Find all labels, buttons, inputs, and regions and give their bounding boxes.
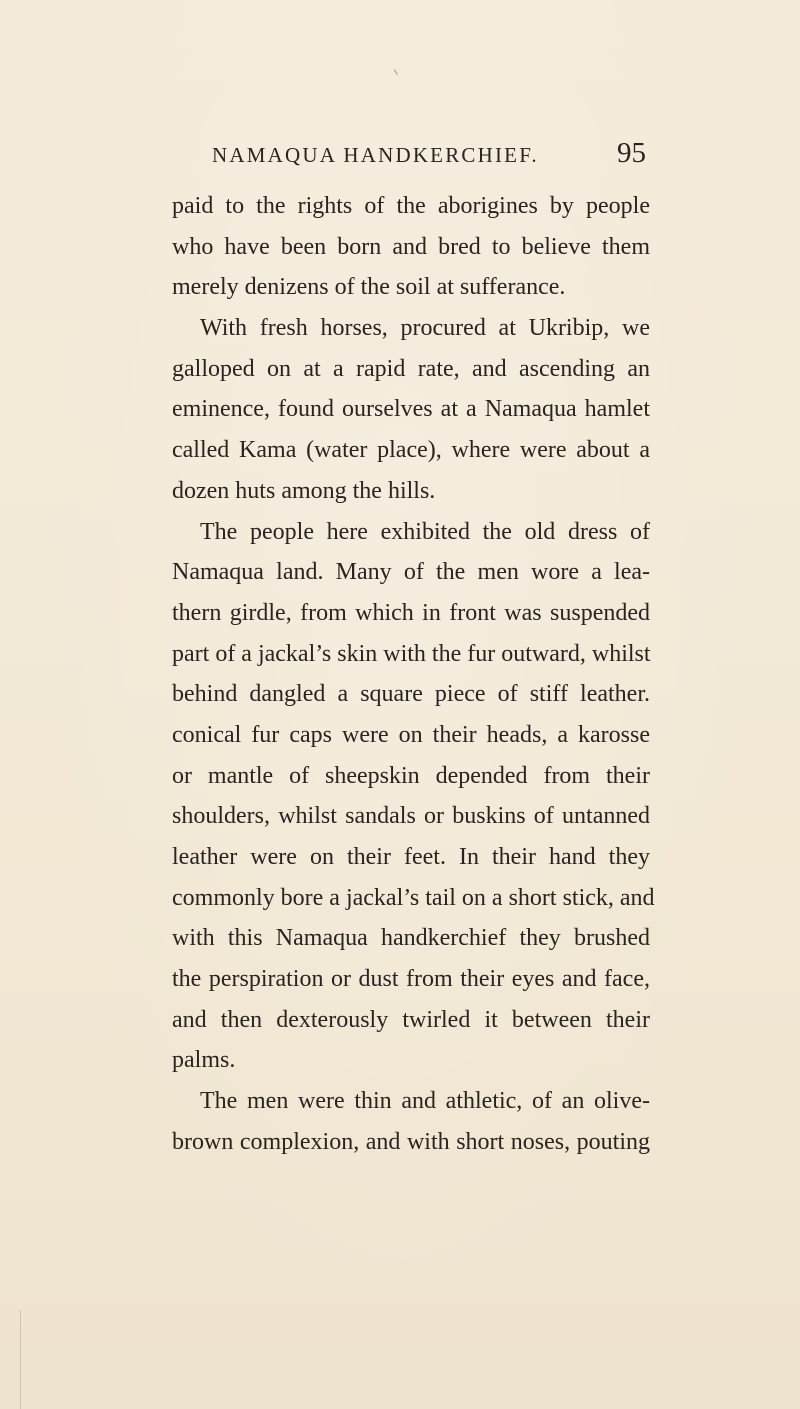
text-line: part of a jackal’s skin with the fur outward, whilst bbox=[172, 640, 651, 667]
text-line: with this Namaqua handkerchief they brushed bbox=[172, 925, 650, 952]
text-line: merely denizens of the soil at sufferance. bbox=[172, 274, 566, 301]
text-line: called Kama (water place), where were about a bbox=[172, 437, 650, 464]
text-line: leather were on their feet. In their hand they bbox=[172, 844, 650, 870]
text-line: conical fur caps were on their heads, a karosse bbox=[172, 721, 650, 748]
text-line: galloped on at a rapid rate, and ascending an bbox=[172, 355, 650, 382]
text-line: dozen huts among the hills. bbox=[172, 477, 436, 504]
text-line: eminence, found ourselves at a Namaqua hamlet bbox=[172, 396, 650, 423]
paragraph-start-line: The people here exhibited the old dress of bbox=[200, 518, 650, 545]
text-line: Namaqua land. Many of the men wore a lea- bbox=[172, 559, 650, 586]
text-line: thern girdle, from which in front was suspended bbox=[172, 599, 650, 626]
paragraph-start-line: The men were thin and athletic, of an olive- bbox=[200, 1088, 650, 1115]
text-line: brown complexion, and with short noses, pouting bbox=[172, 1128, 650, 1155]
text-line: behind dangled a square piece of stiff leather. bbox=[172, 681, 650, 708]
running-title: NAMAQUA HANDKERCHIEF. bbox=[212, 143, 539, 167]
paragraph-start-line: With fresh horses, procured at Ukribip, we bbox=[200, 315, 650, 342]
text-line: the perspiration or dust from their eyes and face, bbox=[172, 966, 650, 993]
page-number: 95 bbox=[617, 137, 646, 169]
text-line: palms. bbox=[172, 1047, 236, 1074]
text-line: paid to the rights of the aborigines by people bbox=[172, 193, 650, 219]
ink-mark bbox=[394, 67, 402, 75]
text-line: commonly bore a jackal’s tail on a short stick, and bbox=[172, 884, 655, 911]
text-line: or mantle of sheepskin depended from their bbox=[172, 762, 650, 789]
body-text bbox=[172, 186, 655, 1163]
page-edge-crease bbox=[20, 1310, 21, 1409]
text-line: who have been born and bred to believe them bbox=[172, 233, 650, 260]
text-line: shoulders, whilst sandals or buskins of untanned bbox=[172, 803, 650, 830]
text-line: and then dexterously twirled it between their bbox=[172, 1006, 650, 1033]
